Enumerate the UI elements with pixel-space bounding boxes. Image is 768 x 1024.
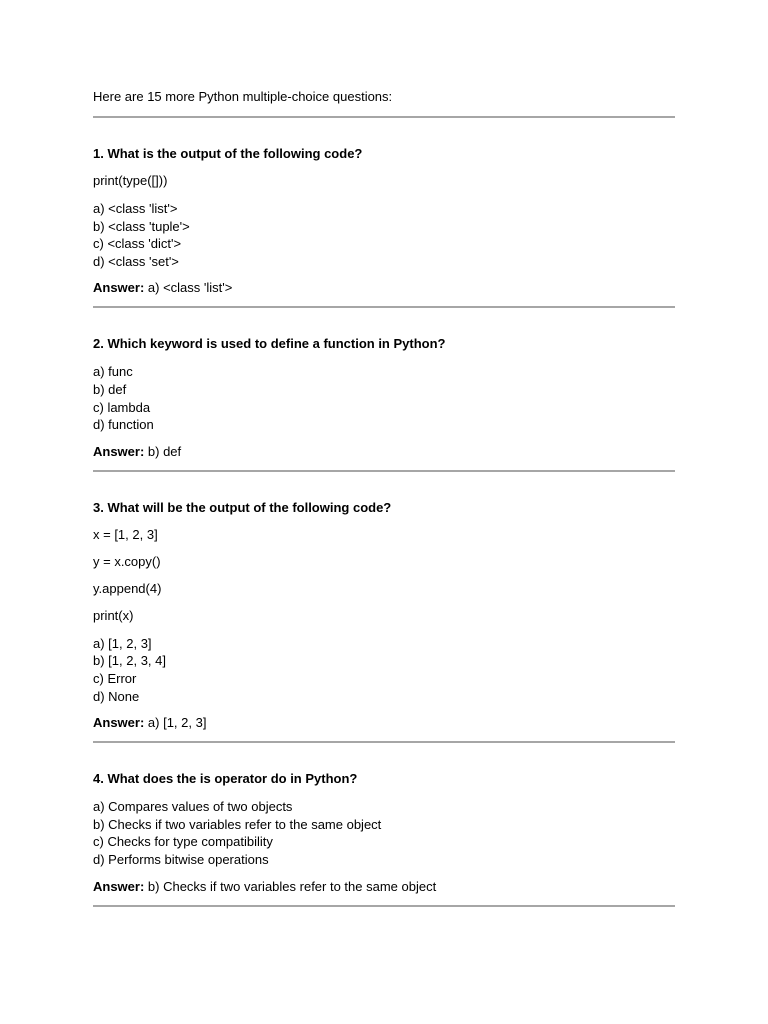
- answer-text: a) [1, 2, 3]: [144, 715, 207, 731]
- code-line: print(type([])): [93, 173, 168, 188]
- options-list: [93, 798, 675, 868]
- option: b) [1, 2, 3, 4]: [93, 653, 166, 669]
- option: a) Compares values of two objects: [93, 799, 293, 815]
- question-block-1: [93, 118, 675, 308]
- question-title: 1. What is the output of the following code?: [93, 146, 363, 161]
- options-list: [93, 363, 675, 433]
- question-title: 4. What does the is operator do in Python?: [93, 771, 358, 787]
- option: d) <class 'set'>: [93, 253, 179, 269]
- options-list: [93, 200, 675, 270]
- code-line: y.append(4): [93, 580, 162, 596]
- answer-line: [93, 878, 675, 895]
- option: a) [1, 2, 3]: [93, 635, 152, 651]
- question-title: 3. What will be the output of the following code?: [93, 499, 392, 515]
- option: b) def: [93, 381, 127, 397]
- answer-text: b) Checks if two variables refer to the same object: [144, 878, 437, 894]
- answer-label: Answer:: [93, 280, 145, 296]
- answer-line: [93, 443, 675, 460]
- code-line: print(x): [93, 607, 134, 623]
- question-block-4: [93, 743, 675, 906]
- option: d) None: [93, 688, 140, 704]
- question-block-3: [93, 472, 675, 743]
- answer-line: [93, 279, 675, 296]
- code-line: y = x.copy(): [93, 553, 161, 569]
- option: c) Error: [93, 670, 137, 686]
- answer-label: Answer:: [93, 443, 145, 459]
- question-title: 2. Which keyword is used to define a function in Python?: [93, 336, 446, 352]
- option: c) lambda: [93, 399, 151, 415]
- answer-label: Answer:: [93, 878, 145, 894]
- answer-line: [93, 714, 675, 731]
- option: a) func: [93, 364, 133, 380]
- option: c) <class 'dict'>: [93, 236, 182, 252]
- answer-text: a) <class 'list'>: [144, 280, 233, 296]
- option: b) <class 'tuple'>: [93, 218, 190, 234]
- option: a) <class 'list'>: [93, 201, 178, 216]
- answer-text: b) def: [144, 443, 182, 459]
- answer-label: Answer:: [93, 715, 145, 731]
- question-block-2: [93, 308, 675, 471]
- intro-text: Here are 15 more Python multiple-choice questions:: [93, 89, 393, 104]
- options-list: [93, 635, 675, 705]
- option: c) Checks for type compatibility: [93, 834, 273, 850]
- code-line: x = [1, 2, 3]: [93, 526, 158, 542]
- option: d) Performs bitwise operations: [93, 851, 269, 867]
- document-page: [93, 88, 675, 907]
- option: d) function: [93, 417, 154, 433]
- horizontal-rule: [93, 905, 675, 907]
- option: b) Checks if two variables refer to the same object: [93, 816, 382, 832]
